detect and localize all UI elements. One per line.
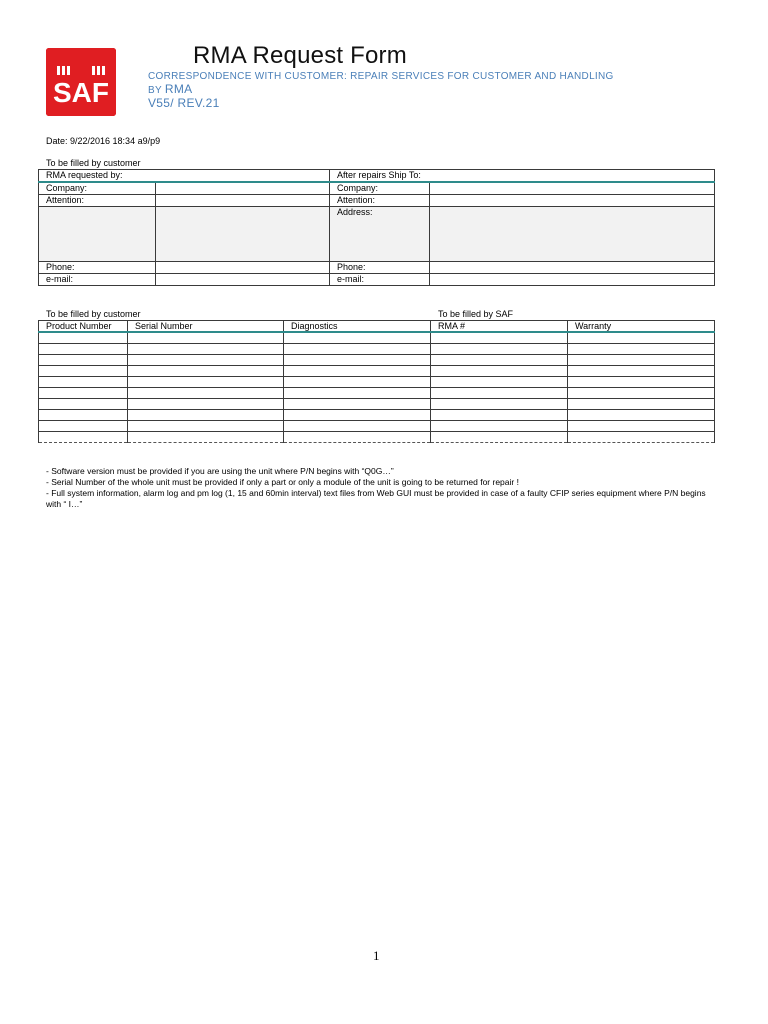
attention-field-left[interactable] (156, 195, 330, 207)
product-table (38, 320, 715, 443)
email-field-right[interactable] (430, 274, 715, 286)
diagnostics-cell[interactable] (284, 421, 431, 432)
serial-cell[interactable] (128, 344, 284, 355)
warranty-cell[interactable] (568, 377, 715, 388)
address-field-right[interactable] (430, 207, 715, 262)
diagnostics-cell[interactable] (284, 344, 431, 355)
warranty-cell[interactable] (568, 388, 715, 399)
note-software-version: - Software version must be provided if you are using the unit where P/N begins with “Q0G…” (46, 466, 394, 476)
table-row (39, 432, 715, 443)
warranty-cell[interactable] (568, 332, 715, 344)
phone-field-left[interactable] (156, 262, 330, 274)
rma-requested-by-header: RMA requested by: (39, 170, 330, 183)
company-label-left: Company: (39, 182, 156, 195)
company-field-right[interactable] (430, 182, 715, 195)
diagnostics-cell[interactable] (284, 366, 431, 377)
email-field-left[interactable] (156, 274, 330, 286)
rma-cell[interactable] (431, 421, 568, 432)
product-cell[interactable] (39, 355, 128, 366)
date-line: Date: 9/22/2016 18:34 a9/p9 (46, 136, 161, 146)
diagnostics-cell[interactable] (284, 332, 431, 344)
table-row (39, 366, 715, 377)
col-warranty: Warranty (568, 321, 715, 333)
email-label-right: e-mail: (330, 274, 430, 286)
product-cell[interactable] (39, 344, 128, 355)
serial-cell[interactable] (128, 421, 284, 432)
warranty-cell[interactable] (568, 410, 715, 421)
phone-label-left: Phone: (39, 262, 156, 274)
subtitle-rma: RMA (164, 82, 193, 96)
col-serial-number: Serial Number (128, 321, 284, 333)
rma-cell[interactable] (431, 355, 568, 366)
address-area-left[interactable] (39, 207, 156, 262)
table-row (39, 388, 715, 399)
product-cell[interactable] (39, 432, 128, 443)
serial-cell[interactable] (128, 355, 284, 366)
warranty-cell[interactable] (568, 355, 715, 366)
note-serial-number: - Serial Number of the whole unit must be provided if only a part or only a module of the unit is going to be returned for repair ! (46, 477, 519, 487)
customer-caption: To be filled by customer (46, 158, 141, 168)
col-rma-number: RMA # (431, 321, 568, 333)
phone-field-right[interactable] (430, 262, 715, 274)
col-product-number: Product Number (39, 321, 128, 333)
product-cell[interactable] (39, 388, 128, 399)
page-number: 1 (373, 948, 380, 963)
rma-cell[interactable] (431, 344, 568, 355)
rma-cell[interactable] (431, 410, 568, 421)
address-field-left[interactable] (156, 207, 330, 262)
product-customer-caption: To be filled by customer (46, 309, 141, 319)
product-cell[interactable] (39, 366, 128, 377)
warranty-cell[interactable] (568, 432, 715, 443)
page-subtitle (148, 70, 628, 111)
table-row (39, 344, 715, 355)
subtitle-main: CORRESPONDENCE WITH CUSTOMER: REPAIR SERVICES FOR CUSTOMER AND HANDLING BY (148, 71, 614, 96)
company-label-right: Company: (330, 182, 430, 195)
product-cell[interactable] (39, 421, 128, 432)
subtitle-version: V55/ REV.21 (148, 96, 220, 110)
serial-cell[interactable] (128, 332, 284, 344)
phone-label-right: Phone: (330, 262, 430, 274)
product-saf-caption: To be filled by SAF (438, 309, 514, 319)
product-cell[interactable] (39, 332, 128, 344)
serial-cell[interactable] (128, 432, 284, 443)
company-field-left[interactable] (156, 182, 330, 195)
diagnostics-cell[interactable] (284, 432, 431, 443)
saf-logo-icon (46, 48, 116, 116)
warranty-cell[interactable] (568, 421, 715, 432)
table-row (39, 332, 715, 344)
serial-cell[interactable] (128, 399, 284, 410)
warranty-cell[interactable] (568, 366, 715, 377)
serial-cell[interactable] (128, 410, 284, 421)
rma-cell[interactable] (431, 432, 568, 443)
rma-cell[interactable] (431, 399, 568, 410)
logo-text: SAF (53, 77, 109, 108)
address-label-right: Address: (330, 207, 430, 262)
table-row (39, 399, 715, 410)
product-cell[interactable] (39, 410, 128, 421)
diagnostics-cell[interactable] (284, 399, 431, 410)
email-label-left: e-mail: (39, 274, 156, 286)
diagnostics-cell[interactable] (284, 355, 431, 366)
warranty-cell[interactable] (568, 399, 715, 410)
rma-cell[interactable] (431, 332, 568, 344)
notes-block (46, 466, 716, 510)
table-row (39, 377, 715, 388)
diagnostics-cell[interactable] (284, 388, 431, 399)
rma-cell[interactable] (431, 377, 568, 388)
product-cell[interactable] (39, 399, 128, 410)
attention-field-right[interactable] (430, 195, 715, 207)
attention-label-left: Attention: (39, 195, 156, 207)
page-title: RMA Request Form (193, 42, 407, 69)
warranty-cell[interactable] (568, 344, 715, 355)
serial-cell[interactable] (128, 366, 284, 377)
rma-cell[interactable] (431, 366, 568, 377)
rma-cell[interactable] (431, 388, 568, 399)
table-row (39, 355, 715, 366)
saf-logo (46, 48, 116, 116)
diagnostics-cell[interactable] (284, 410, 431, 421)
serial-cell[interactable] (128, 377, 284, 388)
col-diagnostics: Diagnostics (284, 321, 431, 333)
attention-label-right: Attention: (330, 195, 430, 207)
table-row (39, 410, 715, 421)
ship-to-header: After repairs Ship To: (330, 170, 715, 183)
note-system-information: - Full system information, alarm log and pm log (1, 15 and 60min interval) text files from Web GUI must be provided in case of a faulty CFIP series equipment where P/N begins with “ I…” (46, 488, 706, 509)
product-cell[interactable] (39, 377, 128, 388)
table-row (39, 421, 715, 432)
diagnostics-cell[interactable] (284, 377, 431, 388)
customer-address-table (38, 169, 715, 286)
serial-cell[interactable] (128, 388, 284, 399)
